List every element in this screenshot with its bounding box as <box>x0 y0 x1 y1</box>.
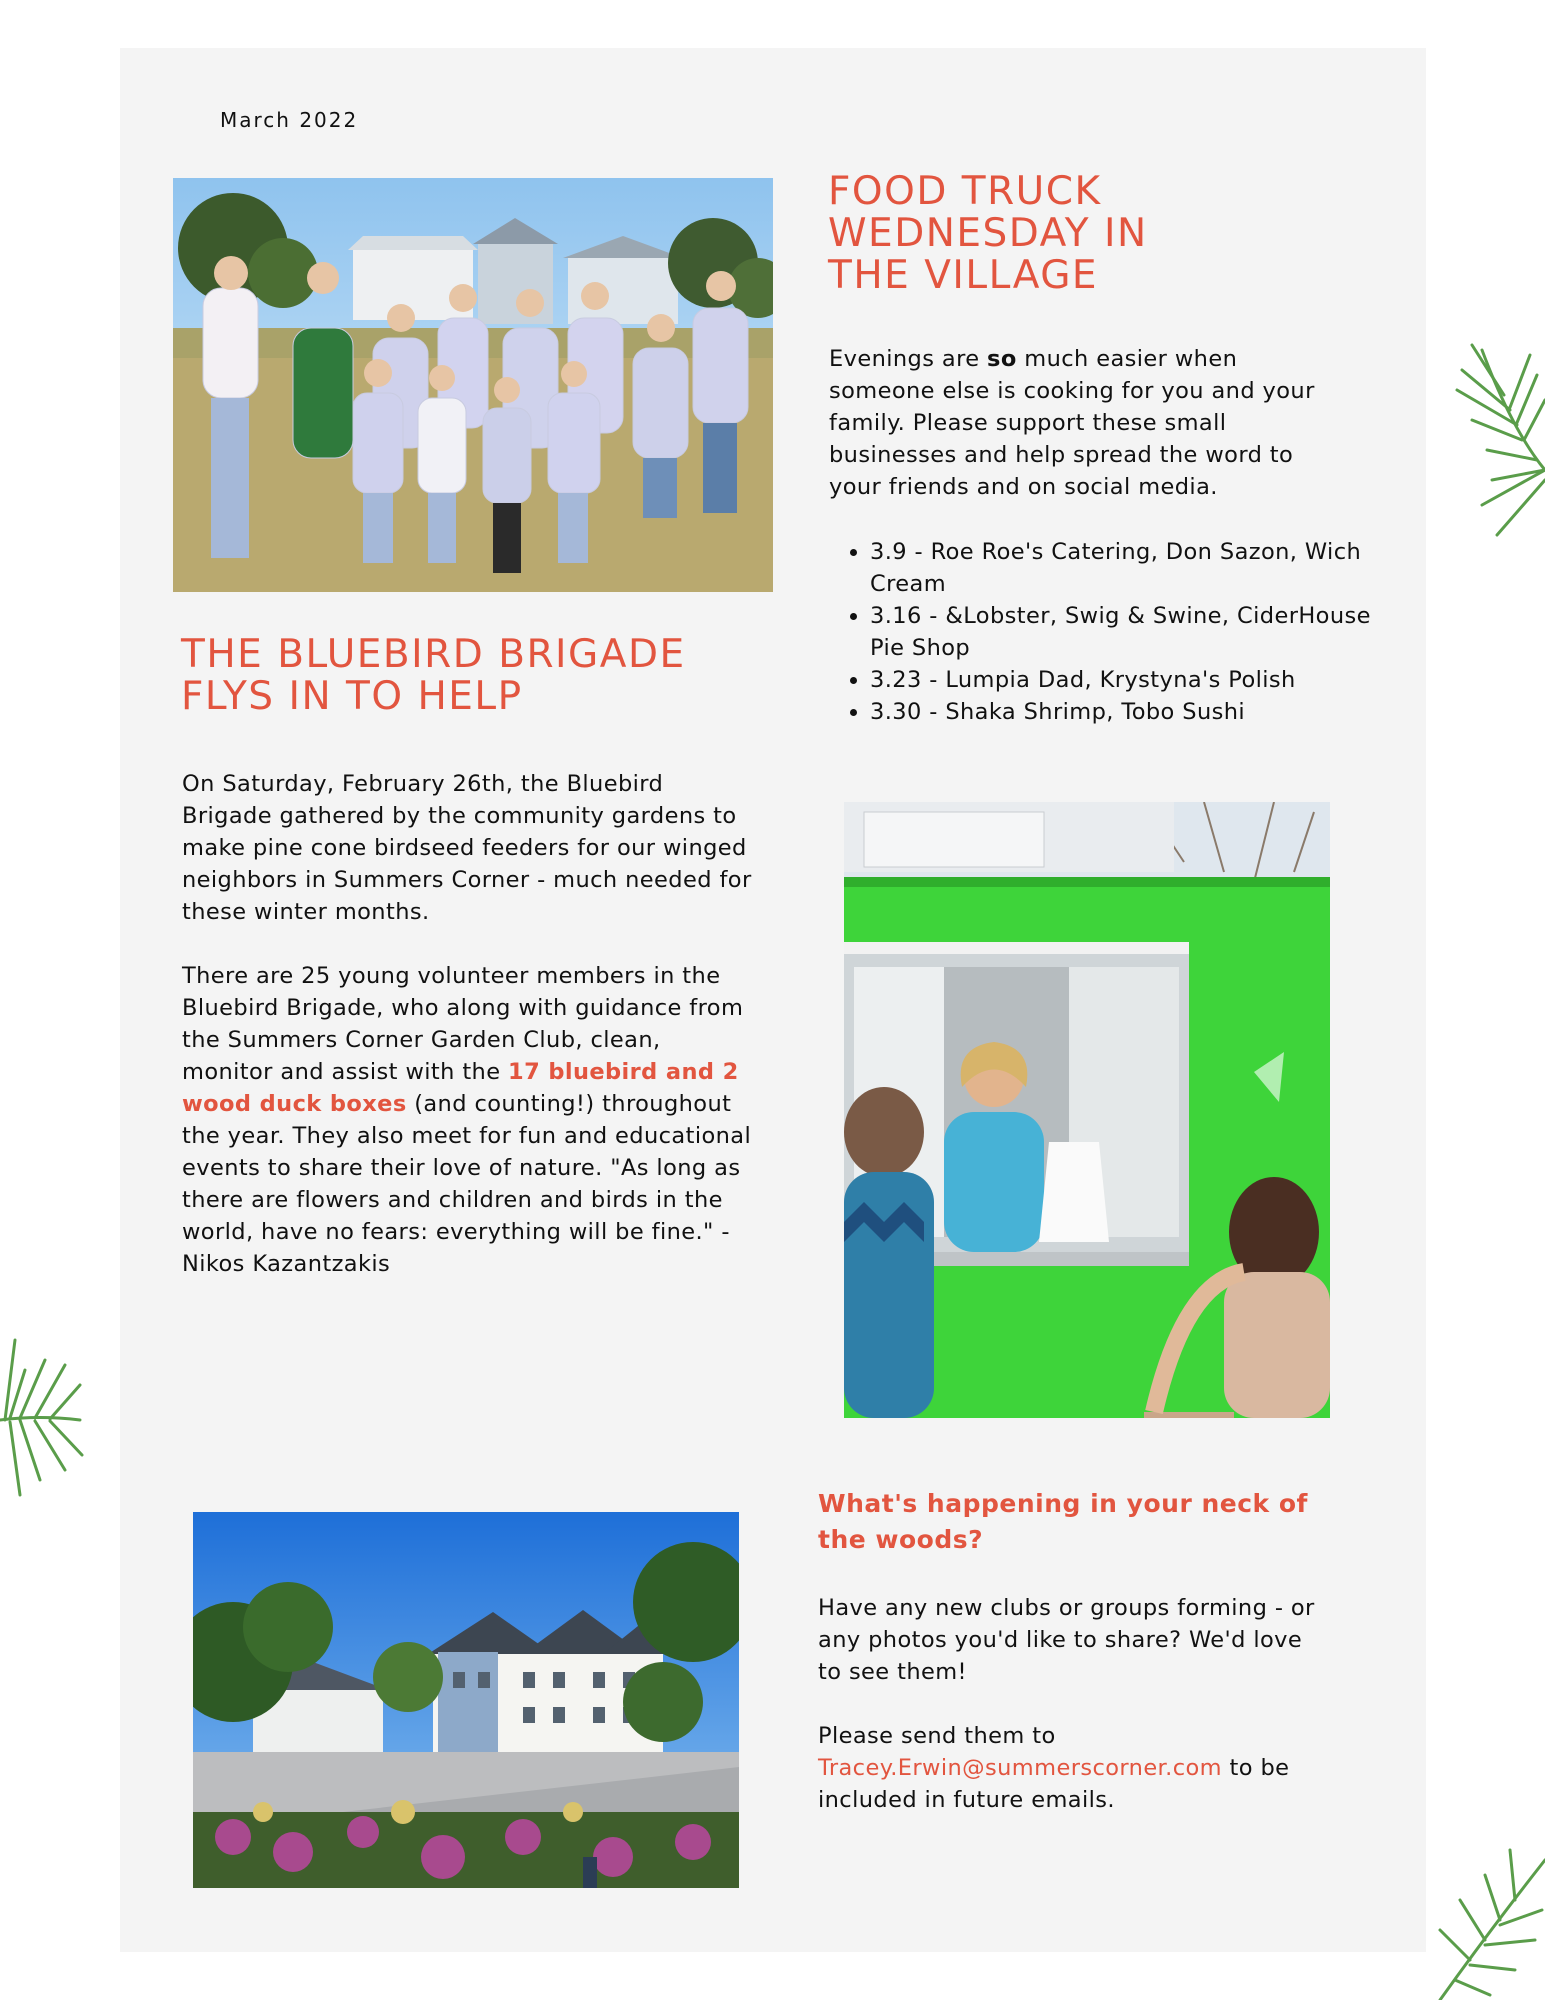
palm-frond-icon <box>0 1320 85 1520</box>
food-truck-heading <box>828 171 1328 297</box>
intro-emphasis: so <box>987 346 1017 372</box>
schedule-item: • 3.30 - Shaka Shrimp, Tobo Sushi <box>870 696 1390 728</box>
bluebird-paragraph-1: On Saturday, February 26th, the Bluebird Brigade gathered by the community gardens to make pine cone birdseed feeders for our winged neighbors in Summers Corner - much needed for these winter months. <box>182 771 752 925</box>
food-truck-intro <box>829 343 1349 503</box>
issue-date: March 2022 <box>220 108 359 132</box>
contact-email-link[interactable]: Tracey.Erwin@summerscorner.com <box>818 1755 1222 1781</box>
bluebird-heading <box>181 634 741 718</box>
neighbors-paragraph-1: Have any new clubs or groups forming - or any photos you'd like to share? We'd love to see them! <box>818 1595 1315 1685</box>
schedule-item: • 3.23 - Lumpia Dad, Krystyna's Polish <box>870 664 1390 696</box>
neighbors-heading: What's happening in your neck of the woods? <box>818 1489 1308 1554</box>
food-truck-heading-line1: FOOD TRUCK <box>828 169 1102 214</box>
schedule-item: • 3.16 - &Lobster, Swig & Swine, CiderHouse Pie Shop <box>870 600 1390 664</box>
bluebird-paragraph-2 <box>182 960 752 1280</box>
neighbors-text <box>818 1592 1318 1816</box>
future-emails-text: to be included in future emails. <box>818 1755 1290 1813</box>
bluebird-paragraph-2-text: There are 25 young volunteer members in the Bluebird Brigade, who along with guidance from the Summers Corner Garden Club, clean, monitor and assist with the <box>182 963 744 1085</box>
bluebird-paragraph-2-quote: (and counting!) throughout the year. They also meet for fun and educational events to share their love of nature. "As long as there are flowers and children and birds in the world, have no fears: everything will be fine." - Nikos Kazantzakis <box>182 1091 752 1277</box>
bluebird-heading-line1: THE BLUEBIRD BRIGADE <box>181 632 686 677</box>
food-truck-schedule <box>830 536 1390 728</box>
bluebird-group-photo <box>173 178 773 592</box>
palm-frond-icon <box>1452 330 1545 540</box>
intro-text-start: Evenings are <box>829 346 988 372</box>
neighbors-paragraph-2 <box>818 1720 1318 1816</box>
bluebird-heading-line2: FLYS IN TO HELP <box>181 674 523 719</box>
food-truck-photo <box>844 802 1330 1418</box>
intro-text-end: much easier when someone else is cooking for you and your family. Please support these small businesses and help spread the word to your friends and on social media. <box>829 346 1315 500</box>
send-to-text: Please send them to <box>818 1723 1056 1749</box>
neighborhood-photo <box>193 1512 739 1888</box>
schedule-item: • 3.9 - Roe Roe's Catering, Don Sazon, Wich Cream <box>870 536 1390 600</box>
food-truck-intro-paragraph <box>829 343 1349 503</box>
bird-boxes-highlight: 17 bluebird and 2 wood duck boxes <box>182 1059 739 1117</box>
food-truck-heading-line2: WEDNESDAY IN <box>828 211 1148 256</box>
palm-frond-icon <box>1430 1840 1545 2000</box>
food-truck-heading-line3: THE VILLAGE <box>828 253 1099 298</box>
bluebird-article <box>182 768 752 1280</box>
